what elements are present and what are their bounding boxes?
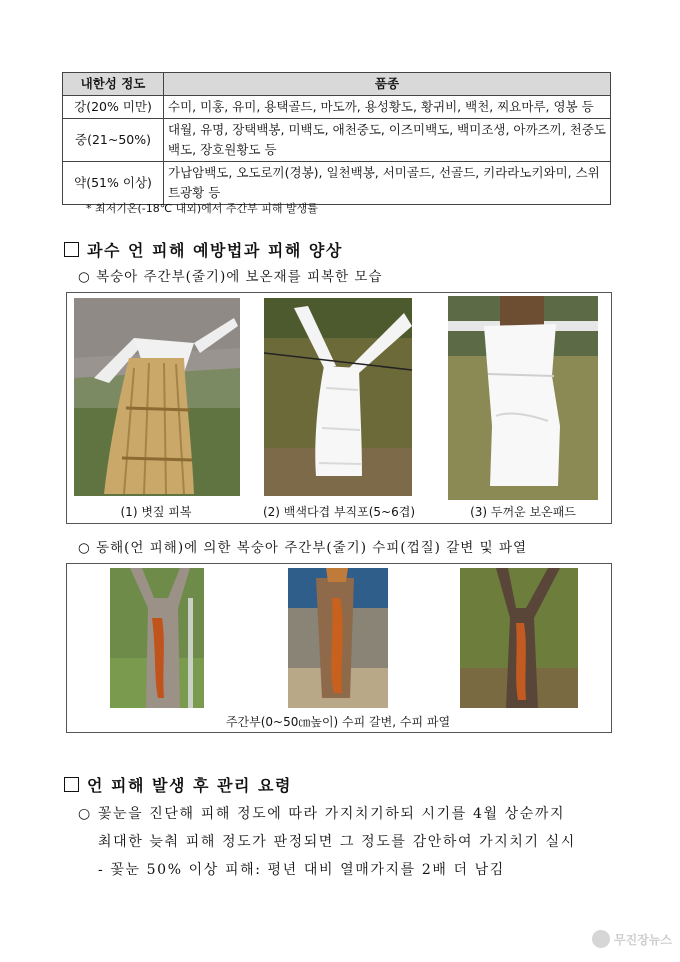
bark-split-photo (288, 568, 388, 708)
table-row (63, 96, 611, 119)
hardiness-level: 약(51% 이상) (63, 162, 164, 205)
fabric-wrap-photo (264, 298, 412, 496)
caption-fabric: (2) 백색다겹 부직포(5~6겹) (262, 505, 416, 519)
management-line-3: - 꽃눈 50% 이상 피해: 평년 대비 열매가지를 2배 더 남김 (98, 862, 505, 878)
section-title: 과수 언 피해 예방법과 피해 양상 (87, 241, 343, 260)
caption-straw: (1) 볏짚 피복 (120, 505, 192, 519)
header-variety: 품종 (164, 73, 611, 96)
table-row (63, 119, 611, 162)
trunk-rupture-photo (460, 568, 578, 708)
subheading-damage: ○ 동해(언 피해)에 의한 복숭아 주간부(줄기) 수피(껍질) 갈변 및 파열 (78, 540, 528, 556)
caption-damage: 주간부(0~50㎝높이) 수피 갈변, 수피 파열 (225, 715, 451, 729)
subheading-insulation: ○ 복숭아 주간부(줄기)에 보온재를 피복한 모습 (78, 269, 383, 285)
table-footnote: * 최저기온(-18℃ 내외)에서 주간부 피해 발생률 (86, 202, 318, 215)
cold-hardiness-table (62, 72, 611, 205)
bark-browning-photo (110, 568, 204, 708)
table-row (63, 162, 611, 205)
checkbox-square-icon (64, 242, 79, 257)
variety-list: 수미, 미홍, 유미, 용택골드, 마도까, 용성황도, 황귀비, 백천, 찌요마루, 영봉 등 (164, 96, 611, 119)
straw-wrap-photo (74, 298, 240, 496)
management-line-1: ○ 꽃눈을 진단해 피해 정도에 따라 가지치기하되 시기를 4월 상순까지 (78, 806, 566, 822)
variety-list: 가납암백도, 오도로끼(경봉), 일천백봉, 서미골드, 선골드, 키라라노키와미, 스위트광황 등 (164, 162, 611, 205)
watermark-circle-icon (592, 930, 610, 948)
watermark-text: 무진장뉴스 (614, 933, 672, 947)
hardiness-level: 강(20% 미만) (63, 96, 164, 119)
table-header-row (63, 73, 611, 96)
management-line-2: 최대한 늦춰 피해 정도가 판정되면 그 정도를 감안하여 가지치기 실시 (98, 834, 576, 850)
hardiness-level: 중(21~50%) (63, 119, 164, 162)
pad-wrap-photo (448, 296, 598, 500)
watermark-logo (592, 930, 672, 948)
caption-pad: (3) 두꺼운 보온패드 (470, 505, 576, 519)
section-heading (64, 773, 292, 796)
checkbox-square-icon (64, 777, 79, 792)
section-title: 언 피해 발생 후 관리 요령 (87, 776, 292, 795)
variety-list: 대월, 유명, 장택백봉, 미백도, 애천중도, 이즈미백도, 백미조생, 아까즈끼, 천중도백도, 장호원황도 등 (164, 119, 611, 162)
header-hardiness: 내한성 정도 (63, 73, 164, 96)
section-heading (64, 238, 343, 261)
